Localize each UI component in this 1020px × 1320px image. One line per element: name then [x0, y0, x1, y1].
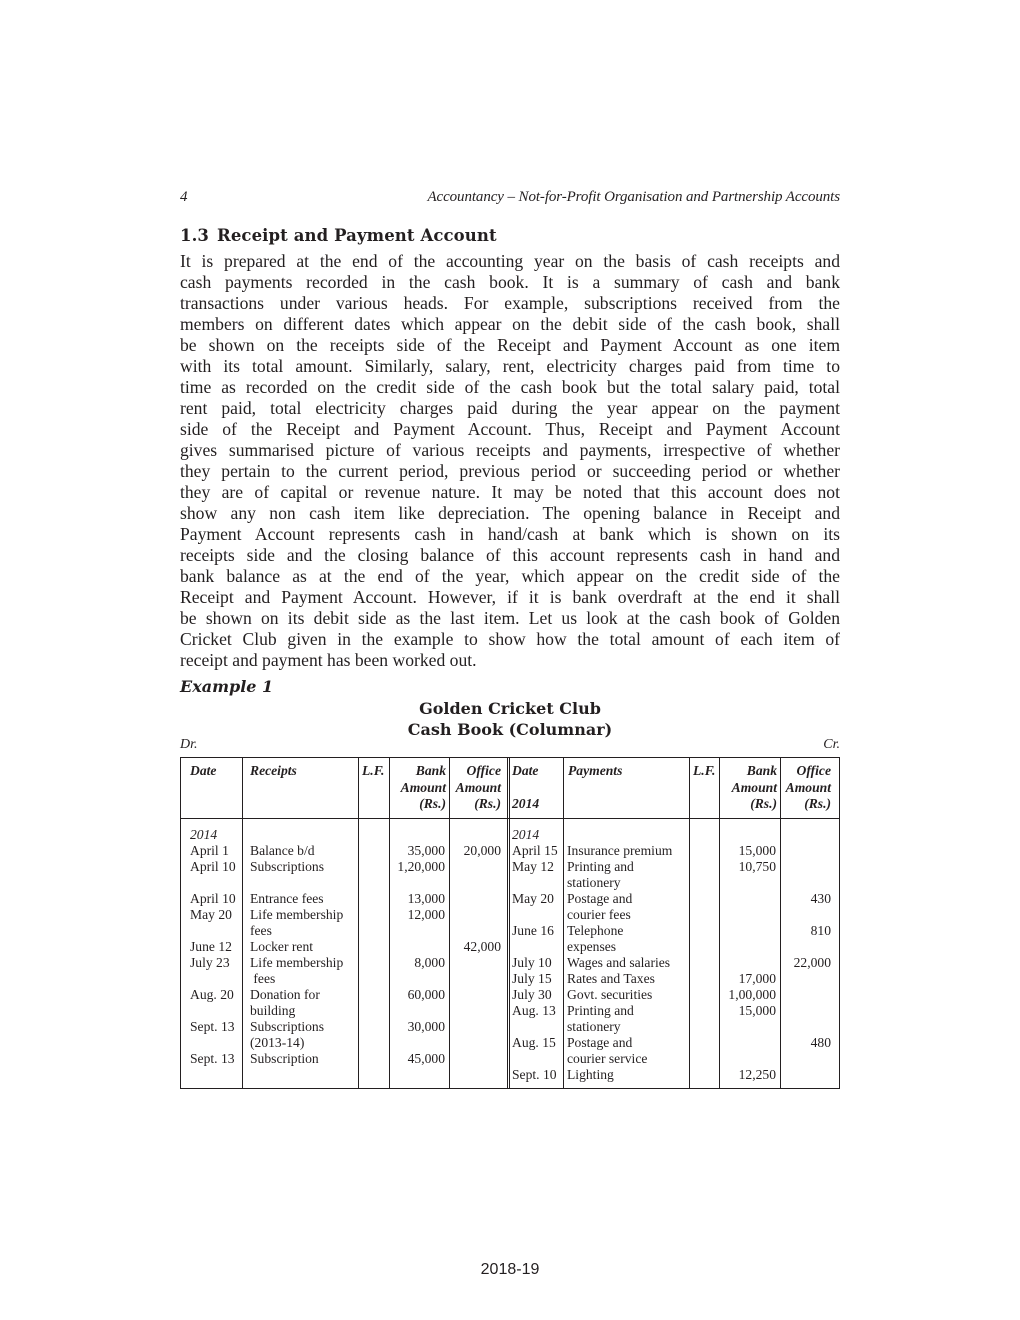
entry-particulars: Postage and: [567, 891, 633, 906]
entry-bank-amount: 17,000: [738, 971, 776, 986]
header-line: Office: [466, 763, 501, 778]
section-number: 1.3: [180, 226, 210, 245]
header-line: Amount: [400, 779, 446, 795]
entry-office-amount: 20,000: [463, 843, 501, 858]
entry-particulars: building: [250, 1003, 296, 1018]
header-lf-payments: L.F.: [693, 763, 716, 778]
column-divider: [242, 758, 243, 1088]
entry-particulars: Life membership: [250, 955, 344, 970]
cash-book-table: [180, 757, 840, 1089]
entry-date: June 12: [190, 939, 232, 954]
entry-particulars: fees: [250, 923, 272, 938]
column-divider: [358, 758, 359, 1088]
header-line: Amount: [455, 779, 501, 795]
debit-label: Dr.: [180, 737, 198, 752]
body-line: they pertain to the current period, previous period or succeeding period or whether: [180, 461, 840, 481]
body-line: they are of capital or revenue nature. It may be noted that this account does not: [180, 482, 840, 502]
book-title: Accountancy – Not-for-Profit Organisation and Partnership Accounts: [427, 189, 840, 205]
header-line: Office: [796, 763, 831, 778]
entry-particulars: Balance b/d: [250, 843, 315, 858]
body-line: with its total amount. Similarly, salary, rent, electricity charges paid from time to: [180, 356, 840, 376]
body-line: rent paid, total electricity charges paid during the year appear on the payment: [180, 398, 840, 418]
entry-office-amount: 42,000: [463, 939, 501, 954]
entry-date: May 20: [190, 907, 232, 922]
cash-book-title: Cash Book (Columnar): [407, 720, 613, 739]
body-line: bank balance as at the end of the year, which appear on the credit side of the: [180, 566, 840, 586]
body-line: receipts side and the closing balance of this account represents cash in hand and: [180, 545, 840, 565]
entry-bank-amount: 60,000: [407, 987, 445, 1002]
entry-date: April 10: [190, 891, 236, 906]
entry-particulars: Locker rent: [250, 939, 314, 954]
body-line: Payment Account represents cash in hand/cash at bank which is shown on its: [180, 524, 840, 544]
entry-date: Aug. 15: [512, 1035, 556, 1050]
receipts-year: 2014: [190, 827, 218, 842]
entry-particulars: Postage and: [567, 1035, 633, 1050]
entry-bank-amount: 1,00,000: [728, 987, 776, 1002]
body-line: time as recorded on the credit side of the cash book but the total salary paid, total: [180, 377, 840, 397]
entry-bank-amount: 13,000: [407, 891, 445, 906]
entry-bank-amount: 1,20,000: [397, 859, 445, 874]
body-line: gives summarised picture of various receipts and payments, irrespective of whether: [180, 440, 840, 460]
entry-bank-amount: 10,750: [738, 859, 776, 874]
entry-date: Sept. 13: [190, 1019, 235, 1034]
body-line: It is prepared at the end of the accounting year on the basis of cash receipts and: [180, 251, 840, 271]
entry-date: Aug. 13: [512, 1003, 556, 1018]
entry-particulars: Rates and Taxes: [567, 971, 655, 986]
entry-date: April 15: [512, 843, 558, 858]
entry-date: July 23: [190, 955, 230, 970]
header-bank-amount-payments: [719, 763, 777, 813]
club-name-title: Golden Cricket Club: [419, 699, 601, 718]
entry-particulars: Subscription: [250, 1051, 319, 1066]
body-line: members on different dates which appear on the debit side of the cash book, shall: [180, 314, 840, 334]
header-line: (Rs.): [419, 796, 446, 811]
body-line: Cricket Club given in the example to show how the total amount of each item of: [180, 629, 840, 649]
column-divider: [689, 758, 690, 1088]
header-payments: Payments: [568, 763, 623, 778]
edition-footer: 2018-19: [480, 1261, 540, 1278]
entry-bank-amount: 15,000: [738, 1003, 776, 1018]
example-label: Example 1: [180, 677, 274, 696]
entry-date: Aug. 20: [190, 987, 234, 1002]
entry-bank-amount: 35,000: [407, 843, 445, 858]
entry-date: April 10: [190, 859, 236, 874]
header-date-payments: Date: [512, 763, 539, 778]
entry-bank-amount: 8,000: [414, 955, 445, 970]
header-year-payments: 2014: [512, 796, 540, 811]
body-line: transactions under various heads. For example, subscriptions received from the: [180, 293, 840, 313]
body-line: be shown on the receipts side of the Receipt and Payment Account as one item: [180, 335, 840, 355]
entry-particulars: fees: [250, 971, 276, 986]
entry-particulars: Subscriptions: [250, 1019, 325, 1034]
entry-date: Sept. 10: [512, 1067, 557, 1082]
page-number: 4: [180, 189, 188, 205]
credit-label: Cr.: [823, 737, 840, 752]
entry-particulars: expenses: [567, 939, 617, 954]
header-line: Bank: [415, 763, 446, 778]
entry-office-amount: 810: [810, 923, 831, 938]
body-line: Receipt and Payment Account. However, if it is bank overdraft at the end it shall: [180, 587, 840, 607]
entry-bank-amount: 15,000: [738, 843, 776, 858]
entry-particulars: Govt. securities: [567, 987, 653, 1002]
header-line: (Rs.): [804, 796, 831, 811]
header-lf: L.F.: [362, 763, 385, 778]
header-line: Amount: [785, 779, 831, 795]
entry-bank-amount: 45,000: [407, 1051, 445, 1066]
dr-cr-labels: [180, 737, 840, 755]
header-date: Date: [190, 763, 217, 778]
entry-date: July 10: [512, 955, 552, 970]
header-bank-amount: [389, 763, 446, 813]
entry-particulars: (2013-14): [250, 1035, 305, 1050]
header-line: Amount: [731, 779, 777, 795]
header-line: (Rs.): [750, 796, 777, 811]
header-receipts: Receipts: [250, 763, 297, 778]
header-divider: [181, 818, 839, 819]
entry-particulars: Wages and salaries: [567, 955, 671, 970]
section-title: Receipt and Payment Account: [217, 226, 497, 245]
entry-date: April 1: [190, 843, 229, 858]
center-double-divider: [507, 758, 510, 1088]
entry-particulars: Printing and: [567, 1003, 634, 1018]
entry-office-amount: 430: [810, 891, 831, 906]
entry-particulars: stationery: [567, 875, 621, 890]
entry-particulars: courier fees: [567, 907, 631, 922]
entry-bank-amount: 12,000: [407, 907, 445, 922]
entry-particulars: Life membership: [250, 907, 344, 922]
entry-bank-amount: 30,000: [407, 1019, 445, 1034]
body-paragraph: [180, 251, 840, 671]
entry-date: May 20: [512, 891, 554, 906]
header-line: Bank: [746, 763, 777, 778]
entry-date: June 16: [512, 923, 554, 938]
entry-particulars: stationery: [567, 1019, 621, 1034]
entry-particulars: courier service: [567, 1051, 648, 1066]
entry-particulars: Telephone: [567, 923, 624, 938]
section-heading: [180, 226, 497, 245]
entry-particulars: Lighting: [567, 1067, 614, 1082]
entry-particulars: Entrance fees: [250, 891, 324, 906]
header-office-amount: [449, 763, 501, 813]
entry-particulars: Donation for: [250, 987, 320, 1002]
entry-office-amount: 480: [810, 1035, 831, 1050]
entry-date: May 12: [512, 859, 554, 874]
entry-date: Sept. 13: [190, 1051, 235, 1066]
entry-particulars: Subscriptions: [250, 859, 325, 874]
body-line: be shown on its debit side as the last item. Let us look at the cash book of Golden: [180, 608, 840, 628]
entry-particulars: Printing and: [567, 859, 634, 874]
body-line: side of the Receipt and Payment Account. Thus, Receipt and Payment Account: [180, 419, 840, 439]
header-line: (Rs.): [474, 796, 501, 811]
entry-office-amount: 22,000: [793, 955, 831, 970]
body-line: receipt and payment has been worked out.: [180, 650, 477, 670]
body-line: cash payments recorded in the cash book. It is a summary of cash and bank: [180, 272, 840, 292]
entry-date: July 30: [512, 987, 552, 1002]
header-office-amount-payments: [780, 763, 831, 813]
column-divider: [563, 758, 564, 1088]
entry-particulars: Insurance premium: [567, 843, 673, 858]
body-line: show any non cash item like depreciation. The opening balance in Receipt and: [180, 503, 840, 523]
running-head: [180, 189, 840, 209]
entry-date: July 15: [512, 971, 552, 986]
entry-bank-amount: 12,250: [738, 1067, 776, 1082]
payments-year: 2014: [512, 827, 540, 842]
